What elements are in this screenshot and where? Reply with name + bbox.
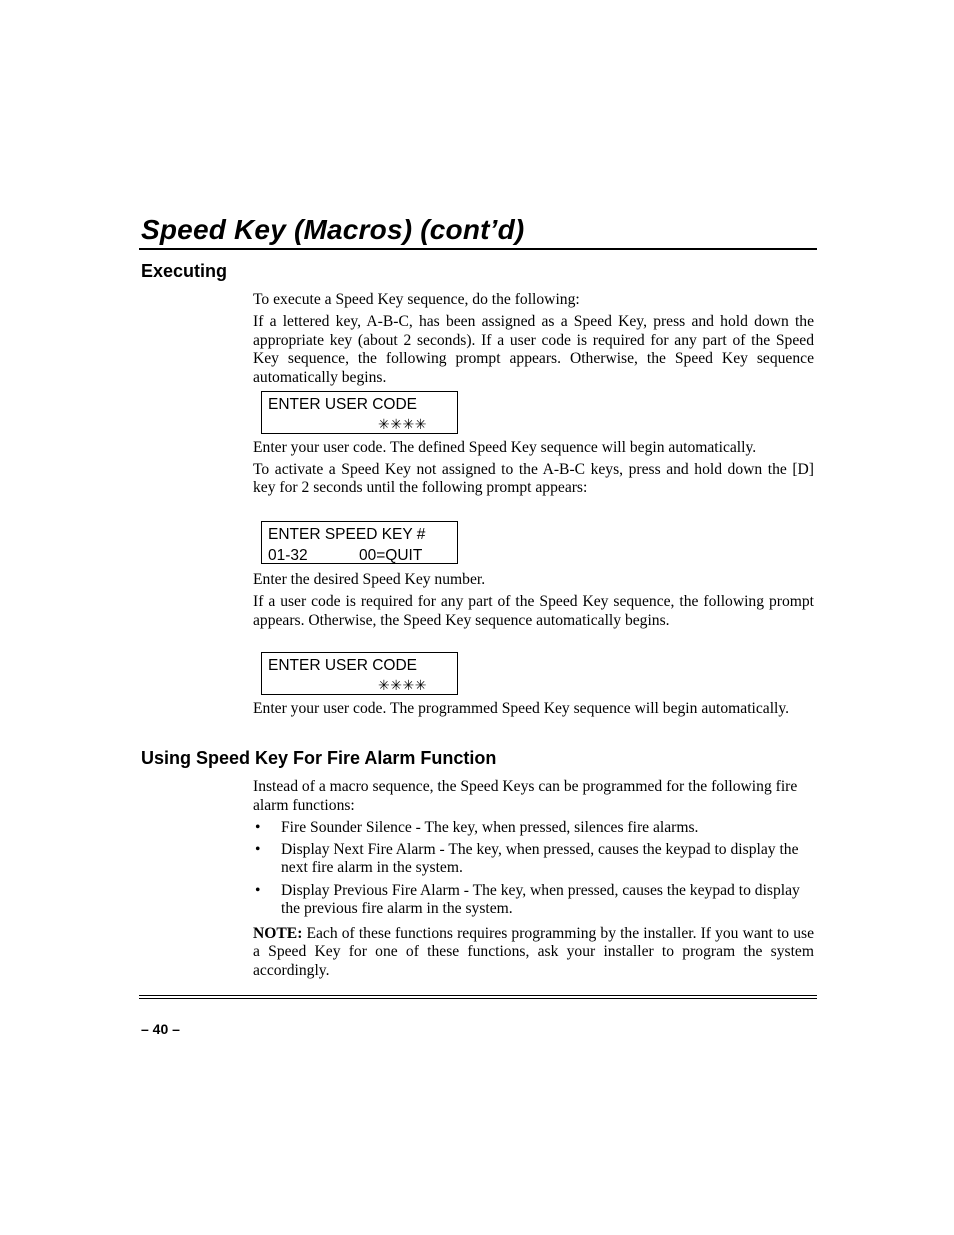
section-heading-fire-alarm: Using Speed Key For Fire Alarm Function — [141, 748, 497, 768]
list-item — [253, 841, 814, 878]
fire-text-block — [253, 778, 814, 981]
lcd-asterisks: ✳✳✳✳ — [378, 678, 427, 694]
footer-rule-bottom — [139, 998, 817, 999]
executing-para-lettered-key: If a lettered key, A-B-C, has been assigned as a Speed Key, press and hold down the appropriate key (about 2 seconds). If a user code is required for any part of the Speed Key sequence, the following prompt appears. Otherwise, the Speed Key sequence automatically begins. — [253, 313, 814, 386]
lcd-line-2 — [268, 545, 457, 566]
list-item-text: Fire Sounder Silence - The key, when pressed, silences fire alarms. — [281, 818, 699, 836]
lcd-prompt-enter-speed-key — [261, 521, 458, 564]
title-rule — [139, 248, 817, 250]
list-item-text: Display Next Fire Alarm - The key, when pressed, causes the keypad to display the next fire alarm in the system. — [281, 840, 799, 877]
footer-rule-top — [139, 995, 817, 996]
list-item — [253, 882, 814, 919]
note-label: NOTE: — [253, 924, 303, 942]
bullet-icon: • — [255, 840, 261, 858]
fire-note — [253, 925, 814, 981]
lcd-range-label: 01-32 — [268, 547, 308, 564]
lcd-line-1: ENTER SPEED KEY # — [268, 526, 426, 543]
page-number: – 40 – — [141, 1021, 180, 1037]
list-item-text: Display Previous Fire Alarm - The key, when pressed, causes the keypad to display the previous fire alarm in the system. — [281, 881, 800, 918]
lcd-asterisks: ✳✳✳✳ — [378, 417, 427, 433]
executing-para-user-code-required: If a user code is required for any part of the Speed Key sequence, the following prompt appears. Otherwise, the Speed Key sequence automatically begins. — [253, 593, 814, 629]
lcd-line-1: ENTER USER CODE — [268, 396, 417, 413]
executing-text-block-1 — [253, 291, 814, 387]
fire-function-list — [253, 819, 814, 919]
executing-text-block-3 — [253, 571, 814, 630]
lcd-prompt-enter-user-code-1 — [261, 391, 458, 434]
bullet-icon: • — [255, 818, 261, 836]
executing-text-block-2 — [253, 439, 814, 498]
executing-text-block-4 — [253, 700, 793, 719]
fire-intro: Instead of a macro sequence, the Speed Keys can be programmed for the following fire alarm functions: — [253, 778, 798, 814]
lcd-line-1: ENTER USER CODE — [268, 657, 417, 674]
executing-para-enter-code: Enter your user code. The defined Speed Key sequence will begin automatically. — [253, 439, 757, 456]
section-heading-executing: Executing — [141, 261, 228, 281]
page-title: Speed Key (Macros) (cont’d) — [141, 214, 525, 245]
executing-intro: To execute a Speed Key sequence, do the following: — [253, 291, 580, 308]
lcd-prompt-enter-user-code-2 — [261, 652, 458, 695]
bullet-icon: • — [255, 881, 261, 899]
executing-para-d-key: To activate a Speed Key not assigned to the A-B-C keys, press and hold down the [D] key for 2 seconds until the following prompt appears: — [253, 460, 814, 497]
executing-para-enter-number: Enter the desired Speed Key number. — [253, 571, 486, 588]
executing-para-programmed: Enter your user code. The programmed Speed Key sequence will begin automatically. — [253, 700, 790, 717]
list-item — [253, 819, 814, 838]
lcd-quit-label: 00=QUIT — [359, 547, 423, 564]
note-text: Each of these functions requires programming by the installer. If you want to use a Speed Key for one of these functions, ask your installer to program the system accordingly. — [253, 924, 814, 980]
